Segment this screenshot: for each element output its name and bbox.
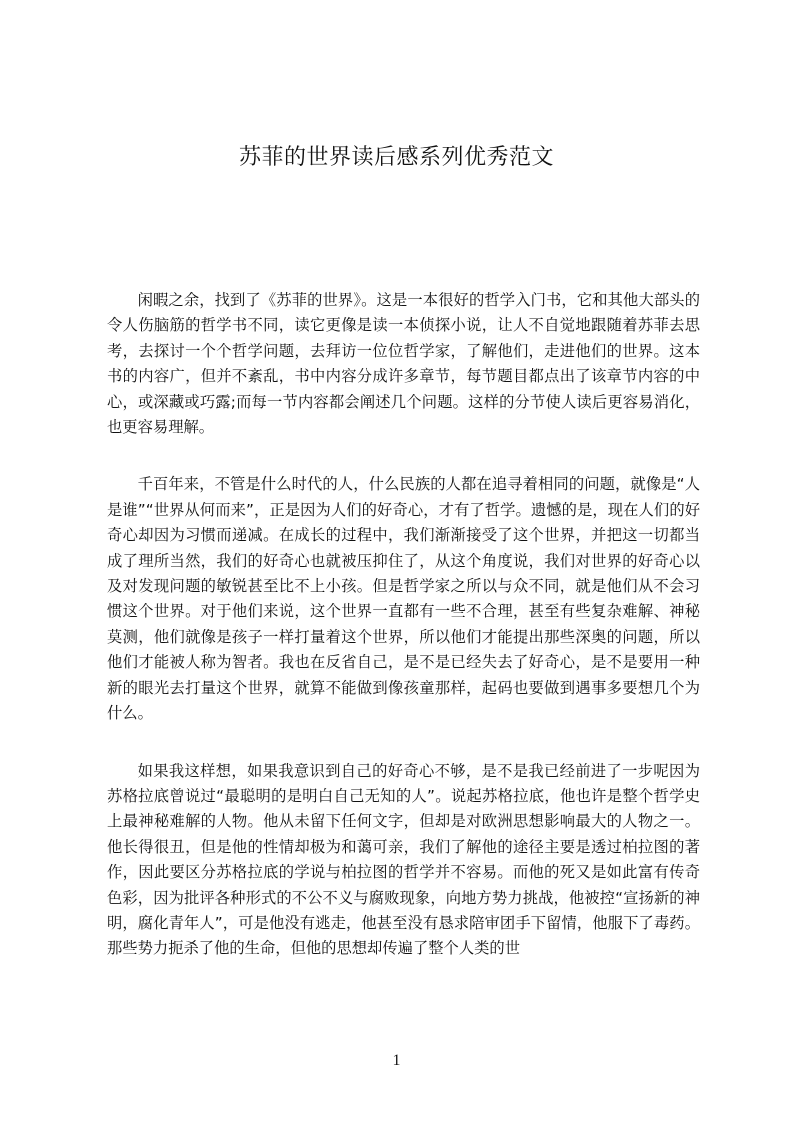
document-title: 苏菲的世界读后感系列优秀范文 — [238, 145, 554, 170]
paragraph: 千百年来，不管是什么时代的人，什么民族的人都在追寻着相同的问题，就像是“人是谁”“世界从何而来”，正是因为人们的好奇心，才有了哲学。遗憾的是，现在人们的好奇心却因为习惯而递减。在成长的过程中，我们渐渐接受了这个世界，并把这一切都当成了理所当然，我们的好奇心也就被压抑住了，从这个角度说，我们对世界的好奇心以及对发现问题的敏锐甚至比不上小孩。但是哲学家之所以与众不同，就是他们从不会习惯这个世界。对于他们来说，这个世界一直都有一些不合理，甚至有些复杂难解、神秘莫测，他们就像是孩子一样打量着这个世界，所以他们才能提出那些深奥的问题，所以他们才能被人称为智者。我也在反省自己，是不是已经失去了好奇心，是不是要用一种新的眼光去打量这个世界，就算不能做到像孩童那样，起码也要做到遇事多要想几个为什么。 — [107, 475, 700, 723]
paragraph: 如果我这样想，如果我意识到自己的好奇心不够，是不是我已经前进了一步呢因为苏格拉底曾说过“最聪明的是明白自己无知的人”。说起苏格拉底，他也许是整个哲学史上最神秘难解的人物。他从未留下任何文字，但却是对欧洲思想影响最大的人物之一。他长得很丑，但是他的性情却极为和蔼可亲，我们了解他的途径主要是透过柏拉图的著作，因此要区分苏格拉底的学说与柏拉图的哲学并不容易。而他的死又是如此富有传奇色彩，因为批评各种形式的不公不义与腐败现象，向地方势力挑战，他被控“宣扬新的神明，腐化青年人”，可是他没有逃走，他甚至没有恳求陪审团手下留情，他服下了毒药。那些势力扼杀了他的生命，但他的思想却传遍了整个人类的世 — [107, 761, 700, 958]
page-number: 1 — [392, 1052, 401, 1069]
paragraph: 闲暇之余，找到了《苏菲的世界》。这是一本很好的哲学入门书，它和其他大部头的令人伤脑筋的哲学书不同，读它更像是读一本侦探小说，让人不自觉地跟随着苏菲去思考，去探讨一个个哲学问题，去拜访一位位哲学家，了解他们，走进他们的世界。这本书的内容广，但并不紊乱，书中内容分成许多章节，每节题目都点出了该章节内容的中心，或深藏或巧露;而每一节内容都会阐述几个问题。这样的分节使人读后更容易消化，也更容易理解。 — [107, 291, 700, 437]
document-body — [107, 288, 700, 994]
